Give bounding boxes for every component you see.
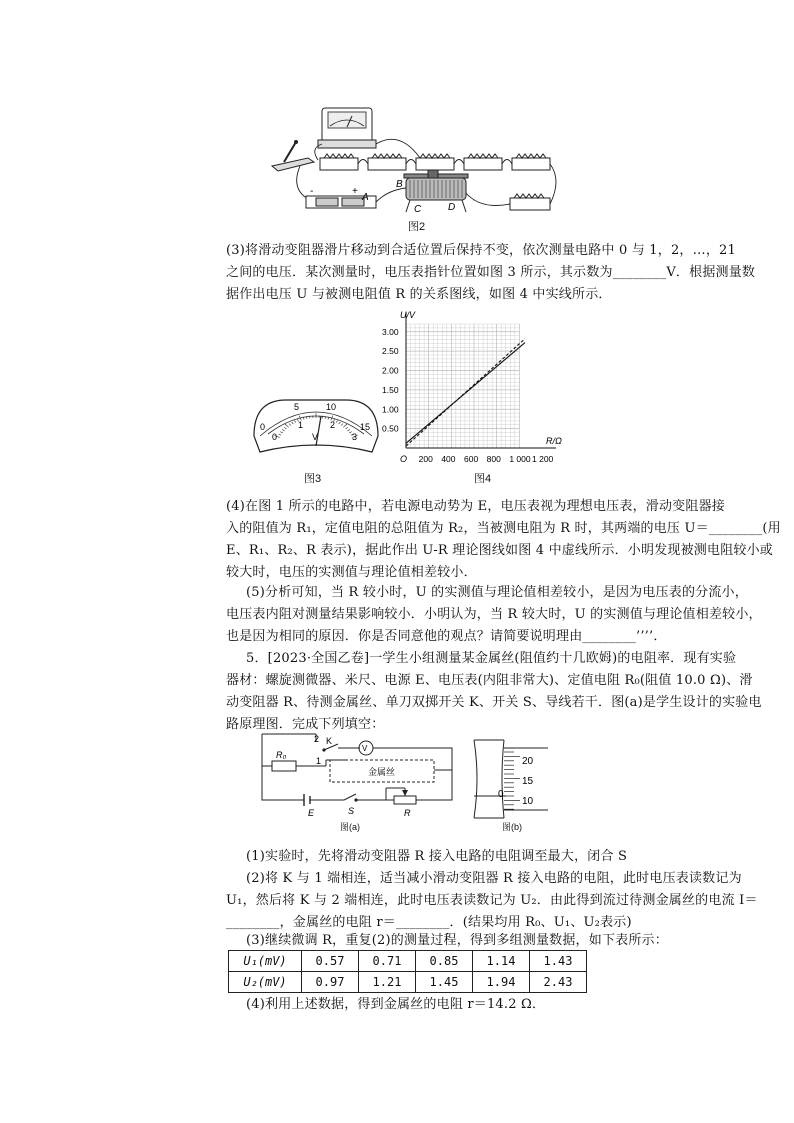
label-r: R xyxy=(404,808,411,818)
figure-3-caption: 图3 xyxy=(304,473,322,485)
table-cell: 1.14 xyxy=(473,951,530,972)
table-cell: 0.85 xyxy=(416,951,473,972)
x-tick-label: 1 200 xyxy=(532,454,554,464)
table-cell: 1.21 xyxy=(359,972,416,993)
dial-top-tick-10: 10 xyxy=(326,402,337,412)
micrometer-tick-10: 10 xyxy=(522,796,534,807)
table-row xyxy=(229,972,587,993)
micrometer-tick-20: 20 xyxy=(522,756,534,767)
q5-line-3: 动变阻器 R、待测金属丝、单刀双掷开关 K、开关 S、导线若干．图(a)是学生设计的实验电 xyxy=(226,695,762,710)
figure-4-caption: 图4 xyxy=(474,473,492,485)
label-r0: R₀ xyxy=(276,750,287,760)
micrometer-zero: 0 xyxy=(498,789,504,800)
table-cell: 1.45 xyxy=(416,972,473,993)
label-e: E xyxy=(308,808,315,818)
table-row-label: U₁(mV) xyxy=(229,951,302,972)
para-5-line-1: (5)分析可知，当 R 较小时，U 的实测值与理论值相差较小，是因为电压表的分流小， xyxy=(246,585,748,600)
y-tick-label: 3.00 xyxy=(382,326,399,337)
para-4-line-1: (4)在图 1 所示的电路中，若电源电动势为 E，电压表视为理想电压表，滑动变阻器接 xyxy=(226,499,725,514)
x-tick-label: 400 xyxy=(441,454,456,464)
dial-unit: V xyxy=(312,432,319,442)
dial-bottom-tick-3: 3 xyxy=(352,432,358,442)
y-tick-label: 2.00 xyxy=(382,365,399,376)
battery-plus: + xyxy=(352,186,358,197)
table-cell: 1.94 xyxy=(473,972,530,993)
figure-b-micrometer xyxy=(470,738,550,820)
para-4-line-3: E、R₁、R₂、R 表示)，据此作出 U-R 理论图线如图 4 中虚线所示．小明发现被测电阻较小或 xyxy=(226,543,773,558)
dial-bottom-tick-0: 0 xyxy=(272,432,278,442)
rheostat-symbol xyxy=(394,796,416,804)
para-3-line-2: 之间的电压．某次测量时，电压表指针位置如图 3 所示，其示数为________V．根据测量数 xyxy=(226,265,756,280)
dial-top-tick-15: 15 xyxy=(360,422,371,432)
y-tick-label: 0.50 xyxy=(382,423,399,434)
series-line-solid xyxy=(406,343,525,444)
x-tick-label: 800 xyxy=(486,454,501,464)
q5-line-1: 5．[2023·全国乙卷]一学生小组测量某金属丝(阻值约十几欧姆)的电阻率．现有实验 xyxy=(246,651,737,666)
y-tick-label: 1.00 xyxy=(382,404,399,415)
label-2: 2 xyxy=(314,734,320,744)
dial-top-tick-0: 0 xyxy=(260,422,266,432)
label-c: C xyxy=(414,204,422,215)
figure-3-voltmeter-dial xyxy=(246,390,386,456)
micrometer-tick-15: 15 xyxy=(522,776,534,787)
table-cell: 1.43 xyxy=(530,951,587,972)
sub-2-line-1: (2)将 K 与 1 端相连，适当减小滑动变阻器 R 接入电路的电阻，此时电压表读数记为 xyxy=(246,871,742,886)
table-row-label: U₂(mV) xyxy=(229,972,302,993)
y-axis-label: U/V xyxy=(400,310,416,320)
label-b: B xyxy=(396,179,403,190)
label-1: 1 xyxy=(316,756,322,766)
x-tick-label: 200 xyxy=(418,454,433,464)
dial-bottom-tick-1: 1 xyxy=(298,420,304,430)
label-a: A xyxy=(362,192,369,203)
knife-switch-drawing xyxy=(272,140,314,171)
figure-a-caption: 图(a) xyxy=(340,822,360,832)
label-wire: 金属丝 xyxy=(368,767,396,777)
table-cell: 0.97 xyxy=(302,972,359,993)
figure-a-circuit xyxy=(256,730,456,820)
battery-minus: - xyxy=(310,186,314,197)
para-4-line-2: 入的阻值为 R₁，定值电阻的总阻值为 R₂，当被测电阻为 R 时，其两端的电压 U＝________(用 xyxy=(226,521,781,536)
voltmeter-drawing xyxy=(318,108,376,148)
para-5-line-3: 也是因为相同的原因．你是否同意他的观点？请简要说明理由________’’’’． xyxy=(226,629,667,644)
table-row xyxy=(229,951,587,972)
figure-2-apparatus xyxy=(270,100,560,218)
label-s: S xyxy=(348,806,355,816)
y-tick-label: 1.50 xyxy=(382,384,399,395)
measurement-table xyxy=(228,950,587,993)
figure-b-caption: 图(b) xyxy=(502,822,522,832)
sub-2-line-3: ________，金属丝的电阻 r＝________．(结果均用 R₀、U₁、U₂表示) xyxy=(226,915,632,930)
label-v: V xyxy=(362,744,368,753)
label-k: K xyxy=(326,736,333,746)
label-d: D xyxy=(448,202,456,213)
r0-resistor xyxy=(272,761,296,771)
table-cell: 0.57 xyxy=(302,951,359,972)
figure-4-graph xyxy=(380,306,570,472)
figure-2-caption: 图2 xyxy=(408,221,426,233)
y-tick-label: 2.50 xyxy=(382,346,399,357)
q5-line-4: 路原理图．完成下列填空： xyxy=(226,717,385,732)
dial-top-tick-5: 5 xyxy=(294,402,300,412)
sub-4-line-1: (4)利用上述数据，得到金属丝的电阻 r＝14.2 Ω． xyxy=(246,997,546,1012)
origin-label: O xyxy=(400,454,408,464)
q5-line-2: 器材：螺旋测微器、米尺、电源 E、电压表(内阻非常大)、定值电阻 R₀(阻值 10.0 Ω)、滑 xyxy=(226,673,753,688)
x-axis-label: R/Ω xyxy=(546,436,562,446)
para-3-line-1: (3)将滑动变阻器滑片移动到合适位置后保持不变，依次测量电路中 0 与 1，2，…，21 xyxy=(226,243,736,258)
para-5-line-2: 电压表内阻对测量结果影响较小．小明认为，当 R 较大时，U 的实测值与理论值相差较小， xyxy=(226,607,762,622)
x-tick-label: 600 xyxy=(464,454,479,464)
dial-bottom-tick-2: 2 xyxy=(330,420,336,430)
sub-2-line-2: U₁，然后将 K 与 2 端相连，此时电压表读数记为 U₂．由此得到流过待测金属丝的电流 I＝ xyxy=(226,893,758,908)
table-cell: 2.43 xyxy=(530,972,587,993)
sub-3-line-1: (3)继续微调 R，重复(2)的测量过程，得到多组测量数据，如下表所示： xyxy=(246,933,668,948)
para-3-line-3: 据作出电压 U 与被测电阻值 R 的关系图线，如图 4 中实线所示． xyxy=(226,287,612,302)
para-4-line-4: 较大时，电压的实测值与理论值相差较小． xyxy=(226,565,477,580)
table-cell: 0.71 xyxy=(359,951,416,972)
x-tick-label: 1 000 xyxy=(509,454,531,464)
sub-1-line-1: (1)实验时，先将滑动变阻器 R 接入电路的电阻调至最大，闭合 S xyxy=(246,849,628,864)
